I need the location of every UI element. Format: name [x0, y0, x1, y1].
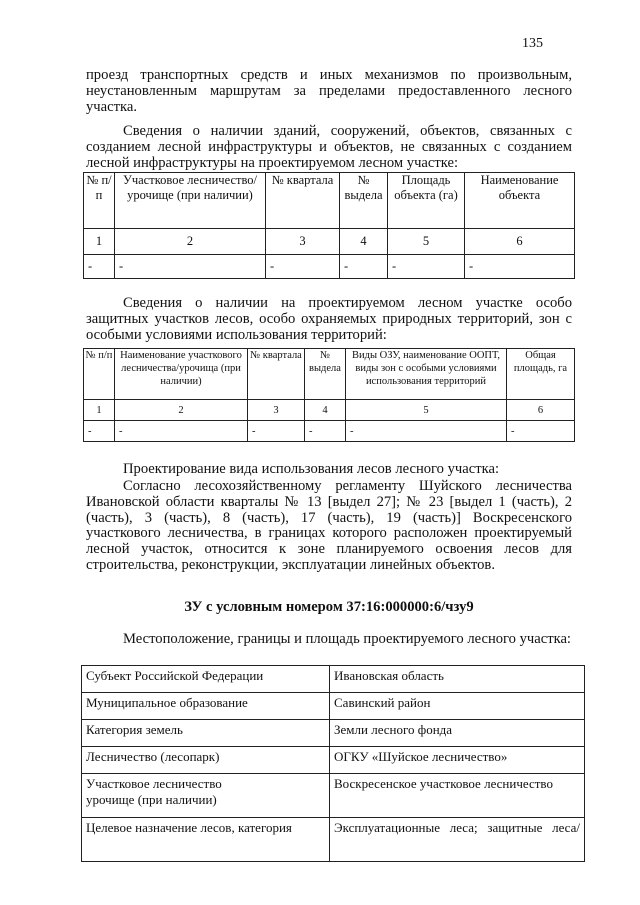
protected-areas-table: [83, 348, 575, 442]
value-cell: Земли лесного фонда: [330, 720, 585, 747]
section-heading: ЗУ с условным номером 37:16:000000:6/чзу9: [184, 599, 474, 615]
header-cell: № п/п: [84, 349, 115, 400]
data-cell: -: [507, 421, 575, 442]
header-cell: № выдела: [305, 349, 346, 400]
data-cell: -: [84, 255, 115, 279]
number-cell: 4: [340, 229, 388, 255]
header-cell: Участковое лесничество/урочище (при наличии): [115, 173, 266, 229]
number-cell: 3: [248, 400, 305, 421]
data-cell: -: [305, 421, 346, 442]
label-cell: Муниципальное образование: [82, 693, 330, 720]
header-cell: № выдела: [340, 173, 388, 229]
value-cell: ОГКУ «Шуйское лесничество»: [330, 747, 585, 774]
location-table: [81, 665, 585, 862]
label-cell: Субъект Российской Федерации: [82, 666, 330, 693]
number-cell: 3: [266, 229, 340, 255]
data-cell: -: [346, 421, 507, 442]
paragraph-regulation: Согласно лесохозяйственному регламенту Шуйского лесничества Ивановской области кварталы № 13 [выдел 27]; № 23 [выдел 1 (часть), 2 (часть), 3 (часть), 8 (часть), 17 (часть), 19 (часть)] Воскресенского участкового лесничества, в границах которого расположен проектируемый лесной участок, относится к зоне планируемого освоения лесов для строительства, реконструкции, эксплуатации линейных объектов.: [86, 478, 572, 573]
value-cell: Воскресенское участковое лесничество: [330, 774, 585, 818]
value-cell: Ивановская область: [330, 666, 585, 693]
data-cell: -: [340, 255, 388, 279]
data-cell: -: [84, 421, 115, 442]
number-cell: 5: [388, 229, 465, 255]
data-cell: -: [115, 255, 266, 279]
number-cell: 2: [115, 229, 266, 255]
header-cell: Виды ОЗУ, наименование ООПТ, виды зон с особыми условиями использования территорий: [346, 349, 507, 400]
header-cell: № квартала: [266, 173, 340, 229]
value-cell: [330, 818, 585, 862]
header-cell: № п/п: [84, 173, 115, 229]
header-cell: № квартала: [248, 349, 305, 400]
paragraph-infrastructure-intro: Сведения о наличии зданий, сооружений, объектов, связанных с созданием лесной инфраструктуры и объектов, не связанных с созданием лесной инфраструктуры на проектируемом лесном участке:: [86, 123, 572, 171]
data-cell: -: [248, 421, 305, 442]
number-cell: 1: [84, 400, 115, 421]
number-cell: 5: [346, 400, 507, 421]
number-cell: 4: [305, 400, 346, 421]
header-cell: Общая площадь, га: [507, 349, 575, 400]
label-cell: Категория земель: [82, 720, 330, 747]
header-cell: Площадь объекта (га): [388, 173, 465, 229]
paragraph-use-design: Проектирование вида использования лесов лесного участка:: [123, 461, 499, 477]
header-cell: Наименование участкового лесничества/урочища (при наличии): [115, 349, 248, 400]
paragraph-protected-areas-intro: Сведения о наличии на проектируемом лесном участке особо защитных участков лесов, особо охраняемых природных территорий, зон с особыми условиями использования территорий:: [86, 295, 572, 343]
data-cell: -: [465, 255, 575, 279]
label-cell: [82, 774, 330, 818]
label-cell: Лесничество (лесопарк): [82, 747, 330, 774]
paragraph-continuation: проезд транспортных средств и иных механизмов по произвольным, неустановленным маршрутам за пределами предоставленного лесного участка.: [86, 67, 572, 115]
value-text: Эксплуатационные леса; защитные леса/: [334, 820, 580, 835]
infrastructure-table: [83, 172, 575, 279]
label-text: Участковое лесничество урочище (при наличии): [86, 776, 222, 807]
page-number: 135: [522, 36, 543, 51]
paragraph-location-intro: Местоположение, границы и площадь проектируемого лесного участка:: [123, 631, 571, 647]
data-cell: -: [266, 255, 340, 279]
label-cell: Целевое назначение лесов, категория: [82, 818, 330, 862]
number-cell: 6: [507, 400, 575, 421]
number-cell: 1: [84, 229, 115, 255]
header-cell: Наименование объекта: [465, 173, 575, 229]
number-cell: 6: [465, 229, 575, 255]
data-cell: -: [115, 421, 248, 442]
number-cell: 2: [115, 400, 248, 421]
value-cell: Савинский район: [330, 693, 585, 720]
data-cell: -: [388, 255, 465, 279]
